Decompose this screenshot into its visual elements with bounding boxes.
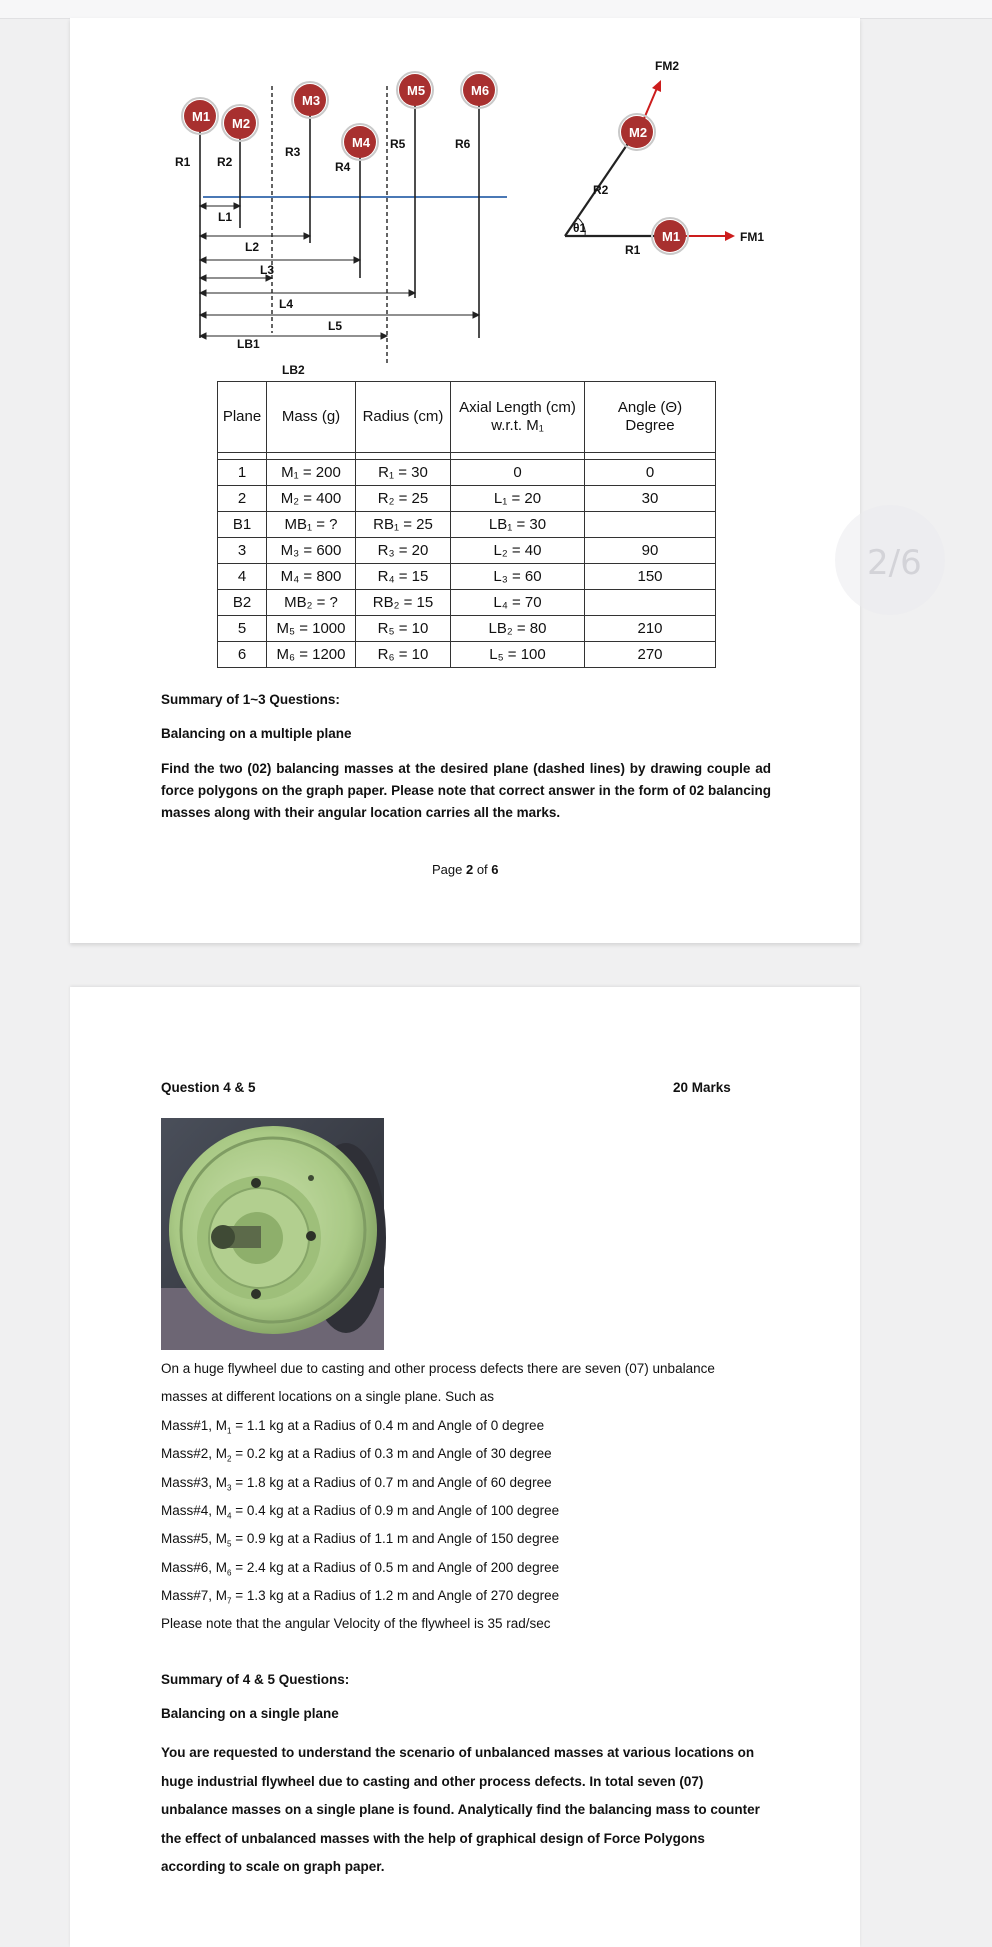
table-cell: R₆ = 10 — [356, 642, 451, 668]
table-cell: 150 — [585, 564, 716, 590]
radius-label: R3 — [285, 145, 301, 159]
page-number: Page 2 of 6 — [432, 862, 499, 877]
table-cell: 0 — [451, 460, 585, 486]
question-title: Question 4 & 5 — [161, 1080, 256, 1095]
mass-item: Mass#2, $M_2 = 0.2$ kg at a Radius of 0.3 m and Angle of 30 degree — [161, 1446, 552, 1464]
table-cell: R₅ = 10 — [356, 616, 451, 642]
radius-label: R2 — [593, 183, 609, 197]
table-header: Axial Length (cm) w.r.t. M₁ — [451, 382, 585, 453]
radius-label: R5 — [390, 137, 406, 151]
mass-label: M3 — [302, 93, 321, 108]
table-cell: 6 — [218, 642, 267, 668]
table-cell: L₃ = 60 — [451, 564, 585, 590]
table-cell: 30 — [585, 486, 716, 512]
mass-label: M2 — [629, 125, 648, 140]
force-label: FM1 — [740, 230, 764, 244]
balancing-data-table — [217, 381, 716, 668]
table-cell: R₃ = 20 — [356, 538, 451, 564]
table-cell: R₂ = 25 — [356, 486, 451, 512]
document-page-3 — [70, 987, 860, 1947]
radius-label: R4 — [335, 160, 351, 174]
table-cell: L₄ = 70 — [451, 590, 585, 616]
table-cell: M₁ = 200 — [267, 460, 356, 486]
length-label: L5 — [328, 319, 343, 333]
table-cell: LB₂ = 80 — [451, 616, 585, 642]
table-row — [218, 642, 716, 668]
summary-subtitle: Balancing on a single plane — [161, 1706, 339, 1721]
radius-label: R1 — [175, 155, 191, 169]
angle-label: θ1 — [573, 221, 587, 235]
mass-label: M4 — [352, 135, 371, 150]
length-label: L2 — [245, 240, 260, 254]
mass-item: Mass#7, $M_7 = 1.3$ kg at a Radius of 1.2 m and Angle of 270 degree — [161, 1587, 560, 1606]
radius-label: R6 — [455, 137, 471, 151]
table-cell: B2 — [218, 590, 267, 616]
table-header: Radius (cm) — [356, 382, 451, 453]
length-label: L1 — [218, 210, 233, 224]
mass-label: M2 — [232, 116, 251, 131]
table-cell: L₂ = 40 — [451, 538, 585, 564]
document-page-2 — [70, 18, 860, 943]
summary-title: Summary of 4 & 5 Questions: — [161, 1672, 350, 1687]
table-cell: RB₂ = 15 — [356, 590, 451, 616]
marks-label: 20 Marks — [673, 1080, 731, 1095]
mass-label: M1 — [192, 109, 211, 124]
table-cell: M₃ = 600 — [267, 538, 356, 564]
flywheel-photo — [161, 1118, 384, 1350]
mass-item: Mass#4, $M_4 = 0.4$ kg at a Radius of 0.9 m and Angle of 100 degree — [161, 1502, 560, 1521]
summary-title: Summary of 1~3 Questions: — [161, 692, 340, 707]
force-vector-diagram — [545, 36, 764, 257]
radius-label: R2 — [217, 155, 233, 169]
table-cell: 3 — [218, 538, 267, 564]
table-cell: M₅ = 1000 — [267, 616, 356, 642]
mass-item: Mass#3, $M_3 = 1.8$ kg at a Radius of 0.7 m and Angle of 60 degree — [161, 1474, 552, 1493]
length-label: L3 — [260, 263, 275, 277]
mass-item: Mass#5, $M_5 = 0.9$ kg at a Radius of 1.1 m and Angle of 150 degree — [161, 1531, 560, 1549]
length-label: LB1 — [237, 337, 260, 351]
table-cell — [585, 512, 716, 538]
table-cell: B1 — [218, 512, 267, 538]
table-cell: R₁ = 30 — [356, 460, 451, 486]
summary-paragraph: Find the two (02) balancing masses at the desired plane (dashed lines) by drawing couple ad force polygons on the graph paper. Please note that correct answer in the form of 02 balancing masses along with their angular location carries all the marks. — [161, 761, 771, 820]
table-cell: 5 — [218, 616, 267, 642]
table-cell: 1 — [218, 460, 267, 486]
multi-plane-mass-diagram — [175, 38, 505, 378]
table-row — [218, 486, 716, 512]
summary-paragraph: You are requested to understand the scenario of unbalanced masses at various locations on huge industrial flywheel due to casting and other process defects. In total seven (07) unbalance masses on a single plane is found. Analytically find the balancing mass to counter the effect of unbalanced masses with the help of graphical design of Force Polygons according to scale on graph paper. — [161, 1745, 760, 1874]
table-row — [218, 538, 716, 564]
table-row — [218, 564, 716, 590]
page-indicator-overlay: 2/6 — [835, 505, 945, 615]
radius-label: R1 — [625, 243, 641, 257]
table-cell: L₁ = 20 — [451, 486, 585, 512]
table-cell: M₄ = 800 — [267, 564, 356, 590]
table-row — [218, 512, 716, 538]
mass-label: M6 — [471, 83, 490, 98]
velocity-note: Please note that the angular Velocity of the flywheel is 35 rad/sec — [161, 1616, 551, 1631]
mass-label: M1 — [662, 229, 681, 244]
intro-line: masses at different locations on a single plane. Such as — [161, 1389, 494, 1404]
mass-item: Mass#6, $M_6 = 2.4$ kg at a Radius of 0.5 m and Angle of 200 degree — [161, 1559, 560, 1578]
summary-subtitle: Balancing on a multiple plane — [161, 726, 352, 741]
length-label: L4 — [279, 297, 294, 311]
force-label: FM2 — [655, 59, 679, 73]
table-cell: RB₁ = 25 — [356, 512, 451, 538]
table-header: Plane — [218, 382, 267, 453]
table-cell: 270 — [585, 642, 716, 668]
table-row — [218, 460, 716, 486]
table-header: Angle (Θ) Degree — [585, 382, 716, 453]
mass-label: M5 — [407, 83, 426, 98]
table-cell: 210 — [585, 616, 716, 642]
table-cell: 2 — [218, 486, 267, 512]
table-cell: 4 — [218, 564, 267, 590]
table-cell: LB₁ = 30 — [451, 512, 585, 538]
table-cell: M₆ = 1200 — [267, 642, 356, 668]
table-cell: L₅ = 100 — [451, 642, 585, 668]
table-cell: R₄ = 15 — [356, 564, 451, 590]
length-label: LB2 — [282, 363, 305, 377]
table-row — [218, 590, 716, 616]
table-cell: 0 — [585, 460, 716, 486]
table-header: Mass (g) — [267, 382, 356, 453]
table-cell — [585, 590, 716, 616]
table-cell: MB₁ = ? — [267, 512, 356, 538]
table-cell: M₂ = 400 — [267, 486, 356, 512]
viewer-top-bar — [0, 0, 992, 19]
mass-item: Mass#1, $M_1 = 1.1$ kg at a Radius of 0.4 m and Angle of 0 degree — [161, 1418, 545, 1436]
table-row — [218, 616, 716, 642]
table-cell: 90 — [585, 538, 716, 564]
intro-line: On a huge flywheel due to casting and other process defects there are seven (07) unbalance — [161, 1361, 715, 1376]
table-cell: MB₂ = ? — [267, 590, 356, 616]
